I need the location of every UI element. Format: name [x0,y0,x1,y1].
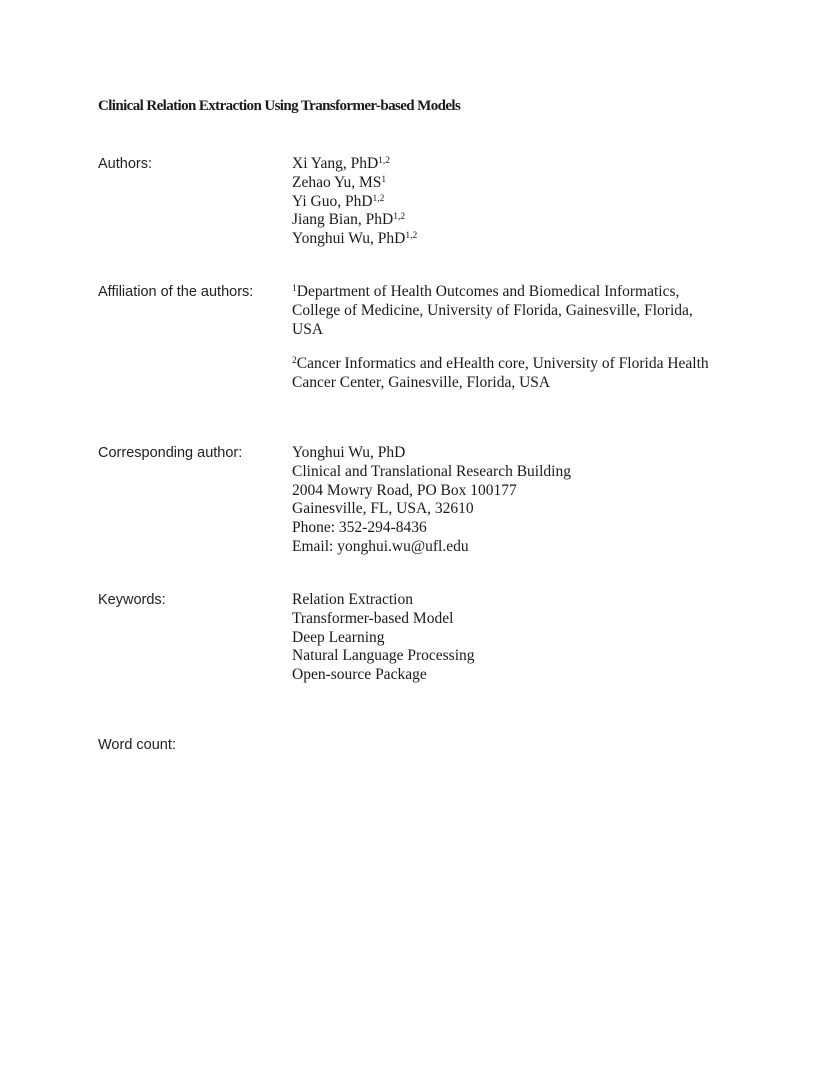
affiliation-text: Department of Health Outcomes and Biomedical Informatics, [296,283,680,300]
corresponding-building: Clinical and Translational Research Building [292,462,571,480]
keyword-item: Relation Extraction [292,591,413,608]
keyword-item: Deep Learning [292,628,385,646]
author-entry [292,174,752,193]
affiliation-sup: 2 [292,356,297,366]
author-name: Yi Guo, PhD [292,192,373,210]
author-name: Yonghui Wu, PhD [292,230,406,248]
affiliation-line: Cancer Center, Gainesville, Florida, USA [292,373,551,391]
authors-label: Authors: [98,156,152,172]
corresponding-city: Gainesville, FL, USA, 32610 [292,500,474,518]
word-count-label: Word count: [98,737,176,753]
author-entry [292,230,752,249]
affiliation-sup: 1 [292,284,297,294]
keyword-item: Natural Language Processing [292,647,475,665]
author-affiliation-sup: 1,2 [393,212,406,223]
author-entry [292,155,752,174]
affiliation-line: College of Medicine, University of Florida, Gainesville, Florida, [292,301,693,319]
corresponding-address: 2004 Mowry Road, PO Box 100177 [292,481,517,499]
author-entry [292,211,752,230]
paper-title: Clinical Relation Extraction Using Transformer-based Models [98,98,461,114]
affiliation-label: Affiliation of the authors: [98,284,254,300]
author-affiliation-sup: 1,2 [372,193,385,204]
affiliation-line: USA [292,320,324,338]
author-affiliation-sup: 1,2 [405,231,418,242]
affiliation-2 [292,355,752,393]
corresponding-label: Corresponding author: [98,445,243,461]
keywords-label: Keywords: [98,592,166,608]
affiliation-text: Cancer Informatics and eHealth core, University of Florida Health [296,355,709,372]
corresponding-name: Yonghui Wu, PhD [292,444,406,461]
keyword-item: Open-source Package [292,666,427,684]
corresponding-phone: Phone: 352-294-8436 [292,519,427,537]
corresponding-email: Email: yonghui.wu@ufl.edu [292,537,469,555]
corresponding-block [292,444,752,557]
affiliation-line [292,355,752,374]
author-affiliation-sup: 1 [381,174,387,185]
author-name: Jiang Bian, PhD [292,211,394,229]
author-affiliation-sup: 1,2 [378,156,391,166]
author-name: Zehao Yu, MS [292,173,382,191]
affiliation-1 [292,283,752,339]
keywords-list [292,591,752,685]
author-entry [292,193,752,212]
author-name: Xi Yang, PhD [292,155,379,172]
affiliation-line [292,283,752,302]
authors-list [292,155,752,249]
keyword-item: Transformer-based Model [292,609,454,627]
